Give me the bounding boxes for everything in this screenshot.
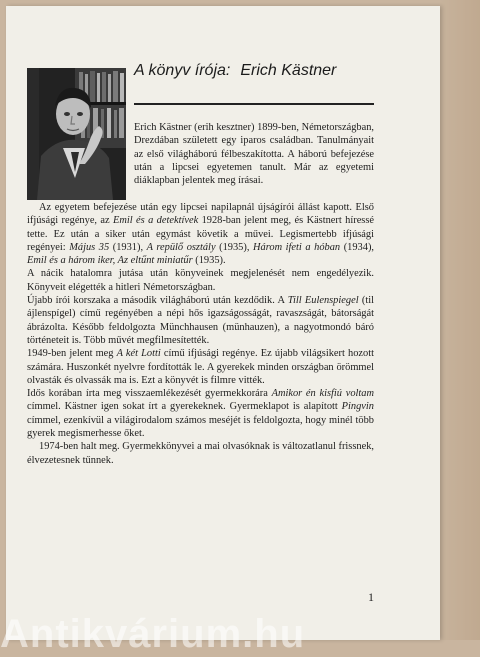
background-edge — [440, 0, 480, 640]
heading-rule — [134, 103, 374, 105]
watermark: Antikvárium.hu — [0, 612, 306, 656]
career-text-1: Az egyetem befejezése után egy lipcsei napilapnál újságírói állást kapott. Első ifjúsági regénye, az — [27, 202, 374, 227]
biography-text — [27, 201, 374, 467]
lotti-text-1: 1949-ben jelent meg — [27, 348, 117, 360]
career-text-2: 1928-ban jelent meg, és Kästnert híressé tette. Ez után a siker után egymást követik a művei. Legismertebb ifjúsági regényei: — [27, 215, 375, 253]
memoir-text-2: címmel. Kästner igen sokat írt a gyerekeknek. Gyermeklapot is alapított — [27, 401, 342, 413]
later-text-2: (til ájlenspígel) című regényében a népi hős igazságosságát, ravaszságát, bátorságát ábrázolta. Később feldolgozta Münchhausen (münhauzen), a nagyotmondó báró történeteit is. Több művét megfilmesítették. — [27, 295, 374, 346]
intro-paragraph-block — [134, 121, 374, 187]
memoir-text-3: címmel, ezenkívül a világirodalom számos meséjét is feldolgozta, hogy minél több gyerek megismerhesse őket. — [27, 414, 374, 440]
book-title-kisfiu: Amikor én kisfiú voltam — [271, 388, 375, 400]
book-title-repulo: A repülő osztály — [146, 241, 216, 253]
author-photo — [27, 68, 126, 200]
memoir-text-1: Idős korában írta meg visszaemlékezését gyermekkorára — [27, 388, 272, 400]
lotti-paragraph — [27, 347, 374, 387]
career-text-3: (1931), — [109, 241, 147, 253]
book-title-iker: Emil és a három iker, Az eltűnt miniatűr — [27, 255, 193, 267]
book-title-lotti: A két Lotti — [116, 348, 161, 360]
book-title-till: Till Eulenspiegel — [287, 295, 359, 307]
death-paragraph: 1974-ben halt meg. Gyermekkönyvei a mai olvasóknak is változatlanul frissnek, élvezetesnek tűnnek. — [27, 441, 374, 466]
page-number: 1 — [368, 590, 374, 604]
career-text-4: (1935), — [215, 241, 254, 253]
author-heading — [134, 62, 374, 80]
career-text-5: (1934), — [340, 241, 374, 253]
heading-author-name: Erich Kästner — [240, 62, 337, 79]
memoir-paragraph — [27, 387, 374, 440]
career-text-6: (1935). — [192, 255, 226, 267]
intro-paragraph: Erich Kästner (erih kesztner) 1899-ben, Németországban, Drezdában született egy iparos családban. Tanulmányait az első világháború félbeszakította. A háború befejezése után a lipcsei egyetemen tanult. Már az egyetemi diáklapban jelentek meg írásai. — [134, 122, 374, 187]
magazine-title-pingvin: Pingvin — [341, 401, 374, 413]
heading-label: A könyv írója: — [134, 62, 231, 79]
book-title-emil: Emil és a detektívek — [113, 215, 199, 227]
nazi-paragraph: A nácik hatalomra jutása után könyveinek megjelenését nem engedélyezik. Könyveit elégették a hitleri Németországban. — [27, 268, 374, 293]
book-title-harom: Három ifeti a hóban — [253, 241, 341, 253]
career-paragraph — [27, 201, 374, 267]
later-paragraph — [27, 294, 374, 347]
lotti-text-2: című ifjúsági regénye. Ez újabb világsikert hozott számára. Huszonkét nyelvre fordították le. A gyerekek minden országban örömmel olvasták és olvassák ma is. Ezt a könyvét is filmre vitték. — [27, 348, 374, 386]
book-title-majus: Május 35 — [69, 241, 110, 253]
author-photo-image — [27, 68, 126, 200]
later-text-1: Újabb írói korszaka a második világháború után kezdődik. A — [27, 295, 288, 307]
